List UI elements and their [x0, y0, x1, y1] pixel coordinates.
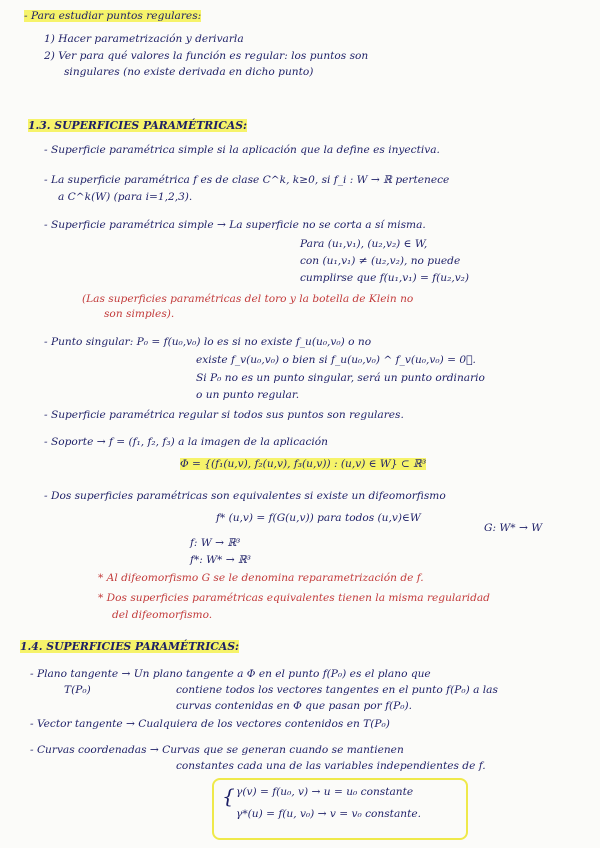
tangent-plane-1: - Plano tangente → Un plano tangente a Φ en el punto f(P₀) es el plano que — [30, 668, 431, 680]
equivalent-5: f*: W* → ℝ³ — [190, 554, 252, 566]
support-2 — [180, 458, 426, 471]
red-note-1: (Las superficies paramétricas del toro y la botella de Klein no — [82, 293, 414, 305]
red-note-5: del difeomorfismo. — [112, 609, 213, 621]
tangent-vector: - Vector tangente → Cualquiera de los vectores contenidos en T(P₀) — [30, 718, 390, 730]
coord-curves-1: - Curvas coordenadas → Curvas que se generan cuando se mantienen — [30, 744, 404, 756]
def-simple-text: - Superficie paramétrica simple si la aplicación que la define es inyectiva. — [44, 144, 440, 156]
red-note-2: son simples). — [104, 308, 175, 320]
section-1-3-label: 1.3. SUPERFICIES PARAMÉTRICAS: — [28, 119, 248, 132]
def-class-2: a C^k(W) (para i=1,2,3). — [58, 191, 193, 203]
section-1-4-label: 1.4. SUPERFICIES PARAMÉTRICAS: — [20, 640, 240, 653]
singular-3: Si P₀ no es un punto singular, será un punto ordinario — [196, 372, 485, 384]
intro-line — [24, 10, 201, 23]
simple-surface-4 — [300, 272, 469, 285]
equivalent-1: - Dos superficies paramétricas son equivalentes si existe un difeomorfismo — [44, 490, 446, 502]
section-1-4-title — [20, 640, 239, 653]
section-1-3-title — [28, 119, 247, 132]
tangent-plane-label: T(P₀) — [64, 684, 91, 696]
brace-icon: { — [222, 784, 235, 808]
red-note-3: * Al difeomorfismo G se le denomina reparametrización de f. — [98, 572, 424, 584]
singular-2: existe f_v(u₀,v₀) o bien si f_u(u₀,v₀) ^ f_v(u₀,v₀) = 0⃗. — [196, 354, 476, 366]
red-note-4: * Dos superficies paramétricas equivalentes tienen la misma regularidad — [98, 592, 490, 604]
tangent-plane-3: curvas contenidas en Φ que pasan por f(P₀). — [176, 700, 413, 712]
simple-surface-1: - Superficie paramétrica simple → La superficie no se corta a sí misma. — [44, 219, 426, 231]
singular-4: o un punto regular. — [196, 389, 300, 401]
tangent-plane-2: contiene todos los vectores tangentes en el punto f(P₀) a las — [176, 684, 498, 696]
support-2-text: Φ = {(f₁(u,v), f₂(u,v), f₃(u,v)) : (u,v) ∈ W} ⊂ ℝ³ — [180, 458, 427, 470]
equivalent-3: G: W* → W — [484, 522, 543, 534]
simple-surface-4-text: cumplirse que f(u₁,v₁) = f(u₂,v₂) — [300, 272, 470, 284]
simple-surface-3: con (u₁,v₁) ≠ (u₂,v₂), no puede — [300, 255, 461, 267]
intro-highlight: - Para estudiar puntos regulares: — [24, 10, 202, 22]
support-1: - Soporte → f = (f₁, f₂, f₃) a la imagen de la aplicación — [44, 436, 328, 448]
regular-def: - Superficie paramétrica regular si todos sus puntos son regulares. — [44, 409, 404, 421]
step-2-cont: singulares (no existe derivada en dicho punto) — [64, 66, 314, 78]
simple-surface-2: Para (u₁,v₁), (u₂,v₂) ∈ W, — [300, 238, 428, 250]
def-class-1: - La superficie paramétrica f es de clase C^k, k≥0, si f_i : W → ℝ pertenece — [44, 174, 450, 186]
equivalent-4: f: W → ℝ³ — [190, 537, 241, 549]
formula-2: γ*(u) = f(u, v₀) → v = v₀ constante. — [236, 808, 421, 820]
coord-curves-2: constantes cada una de las variables independientes de f. — [176, 760, 486, 772]
singular-1: - Punto singular: P₀ = f(u₀,v₀) lo es si no existe f_u(u₀,v₀) o no — [44, 336, 372, 348]
formula-1: γ(v) = f(u₀, v) → u = u₀ constante — [236, 786, 414, 798]
equivalent-2 — [216, 512, 421, 525]
step-1: 1) Hacer parametrización y derivarla — [44, 33, 244, 45]
def-simple — [44, 144, 440, 157]
equivalent-2-text: f* (u,v) = f(G(u,v)) para todos (u,v)∈W — [216, 512, 421, 524]
step-2: 2) Ver para qué valores la función es regular: los puntos son — [44, 50, 369, 62]
